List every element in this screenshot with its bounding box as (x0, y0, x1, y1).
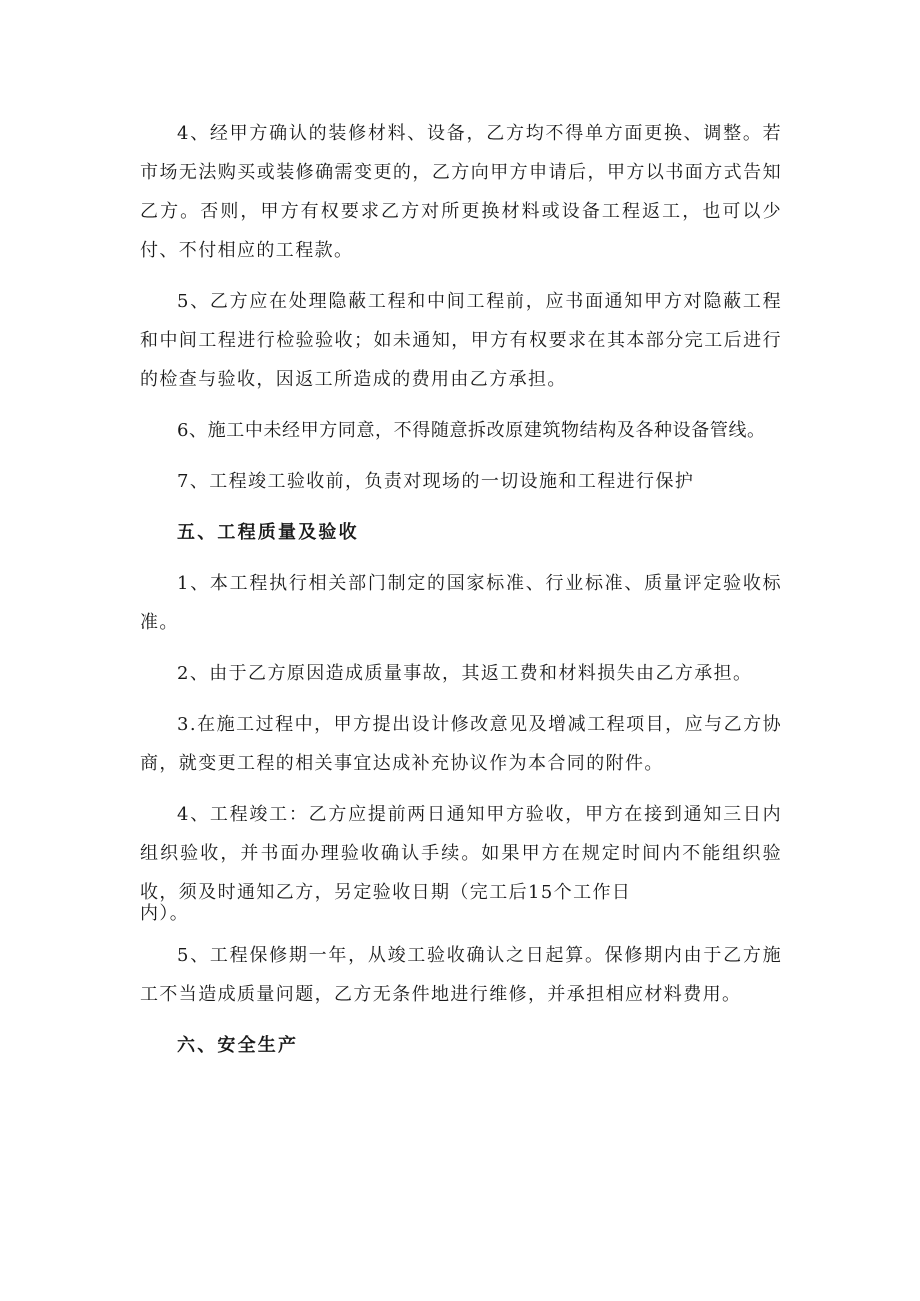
list-item-standards: 1、本工程执行相关部门制定的国家标准、行业标准、质量评定验收标准。 (140, 573, 782, 633)
paragraph-site-protection: 7、工程竣工验收前，负责对现场的一切设施和工程进行保护 (177, 471, 695, 492)
list-item-quality-accident: 2、由于乙方原因造成质量事故，其返工费和材料损失由乙方承担。 (177, 663, 753, 684)
list-item-warranty: 5、工程保修期一年，从竣工验收确认之日起算。保修期内由于乙方施工不当造成质量问题，乙方无条件地进行维修，并承担相应材料费用。 (140, 945, 782, 1005)
paragraph-materials-change: 4、经甲方确认的装修材料、设备，乙方均不得单方面更换、调整。若市场无法购买或装修确需变更的，乙方向甲方申请后，甲方以书面方式告知乙方。否则，甲方有权要求乙方对所更换材料或设备工程返工，也可以少付、不付相应的工程款。 (140, 123, 782, 261)
completion-acceptance-tail: 内）。 (140, 903, 190, 924)
document-body (140, 114, 782, 1065)
list-item-design-change: 3.在施工过程中，甲方提出设计修改意见及增减工程项目，应与乙方协商，就变更工程的相关事宜达成补充协议作为本合同的附件。 (140, 714, 782, 774)
section-heading-safety: 六、安全生产 (177, 1035, 299, 1056)
paragraph-structure-change: 6、施工中未经甲方同意，不得随意拆改原建筑物结构及各种设备管线。 (177, 420, 766, 441)
completion-acceptance-text: 4、工程竣工：乙方应提前两日通知甲方验收，甲方在接到通知三日内组织验收，并书面办理验收确认手续。如果甲方在规定时间内不能组织验收，须及时通知乙方，另定验收日期（完工后15个工作日 (140, 804, 782, 903)
list-item-completion-acceptance (140, 795, 782, 912)
paragraph-concealed-works: 5、乙方应在处理隐蔽工程和中间工程前，应书面通知甲方对隐蔽工程和中间工程进行检验验收；如未通知，甲方有权要求在其本部分完工后进行的检查与验收，因返工所造成的费用由乙方承担。 (140, 291, 782, 390)
section-heading-quality-acceptance: 五、工程质量及验收 (177, 522, 359, 543)
